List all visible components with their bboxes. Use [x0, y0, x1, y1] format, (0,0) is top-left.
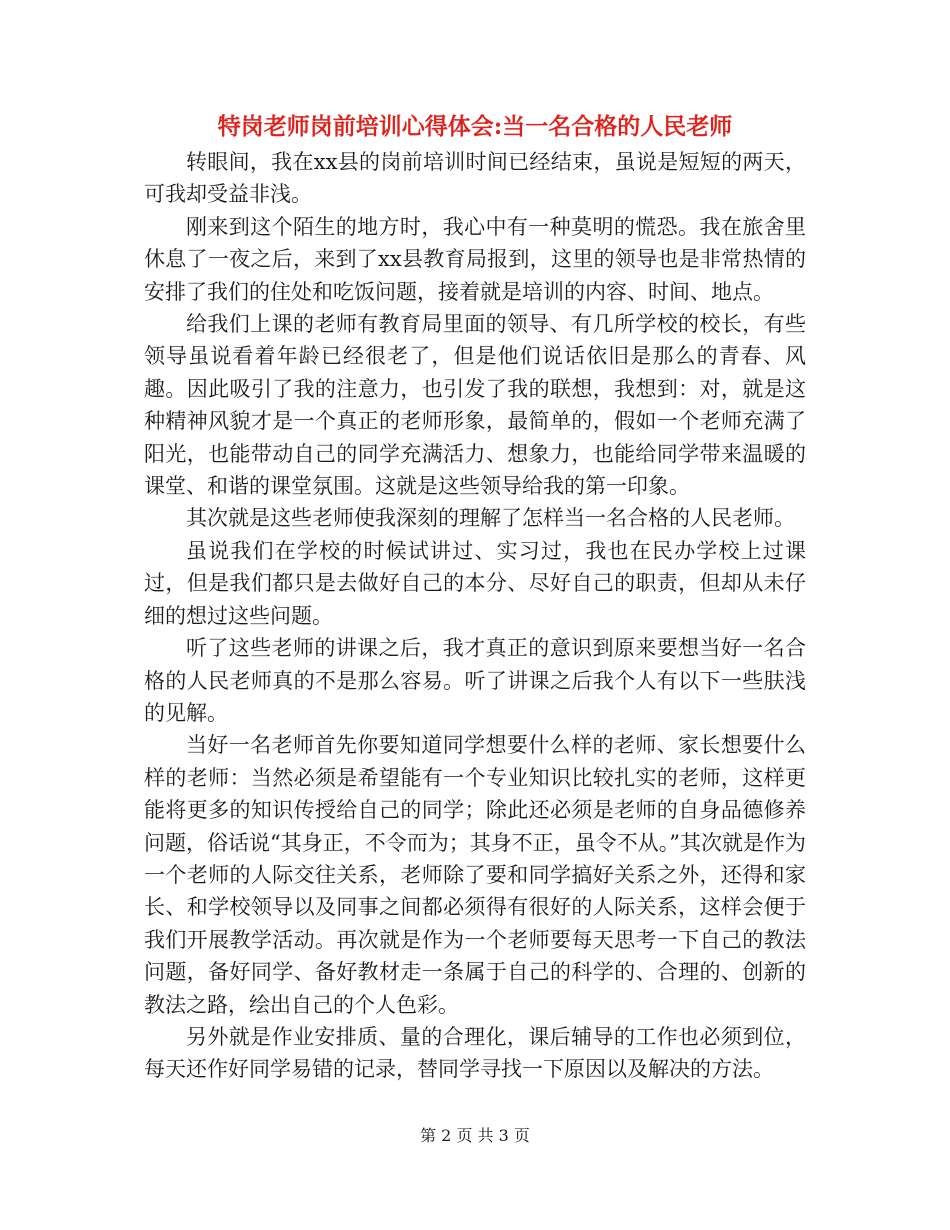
- paragraph-4: 其次就是这些老师使我深刻的理解了怎样当一名合格的人民老师。: [186, 506, 795, 531]
- document-title: 特岗老师岗前培训心得体会:当一名合格的人民老师: [217, 113, 733, 140]
- paragraph-2: 刚来到这个陌生的地方时，我心中有一种莫明的慌恐。我在旅舍里休息了一夜之后，来到了xx县教育局报到，这里的领导也是非常热情的安排了我们的住处和吃饭问题，接着就是培训的内容、时间、地点。: [144, 214, 806, 304]
- paragraph-5: 虽说我们在学校的时候试讲过、实习过，我也在民办学校上过课过，但是我们都只是去做好自己的本分、尽好自己的职责，但却从未仔细的想过这些问题。: [144, 538, 806, 628]
- paragraph-7: 当好一名老师首先你要知道同学想要什么样的老师、家长想要什么样的老师：当然必须是希望能有一个专业知识比较扎实的老师，这样更能将更多的知识传授给自己的同学；除此还必须是老师的自身品德修养问题，俗话说“其身正，不令而为；其身不正，虽令不从。”其次就是作为一个老师的人际交往关系，老师除了要和同学搞好关系之外，还得和家长、和学校领导以及同事之间都必须得有很好的人际关系，这样会便于我们开展教学活动。再次就是作为一个老师要每天思考一下自己的教法问题，备好同学、备好教材走一条属于自己的科学的、合理的、创新的教法之路，绘出自己的个人色彩。: [144, 733, 806, 1017]
- paragraph-3: 给我们上课的老师有教育局里面的领导、有几所学校的校长，有些领导虽说看着年龄已经很老了，但是他们说话依旧是那么的青春、风趣。因此吸引了我的注意力，也引发了我的联想，我想到：对，就是这种精神风貌才是一个真正的老师形象，最简单的，假如一个老师充满了阳光，也能带动自己的同学充满活力、想象力，也能给同学带来温暖的课堂、和谐的课堂氛围。这就是这些领导给我的第一印象。: [144, 312, 806, 499]
- paragraph-6: 听了这些老师的讲课之后，我才真正的意识到原来要想当好一名合格的人民老师真的不是那么容易。听了讲课之后我个人有以下一些肤浅的见解。: [144, 636, 806, 725]
- document-body: [144, 146, 806, 1086]
- page-number-footer: 第 2 页 共 3 页: [420, 1126, 530, 1145]
- paragraph-8: 另外就是作业安排质、量的合理化，课后辅导的工作也必须到位，每天还作好同学易错的记录，替同学寻找一下原因以及解决的方法。: [144, 1024, 806, 1082]
- paragraph-1: 转眼间，我在xx县的岗前培训时间已经结束，虽说是短短的两天，可我却受益非浅。: [144, 150, 806, 207]
